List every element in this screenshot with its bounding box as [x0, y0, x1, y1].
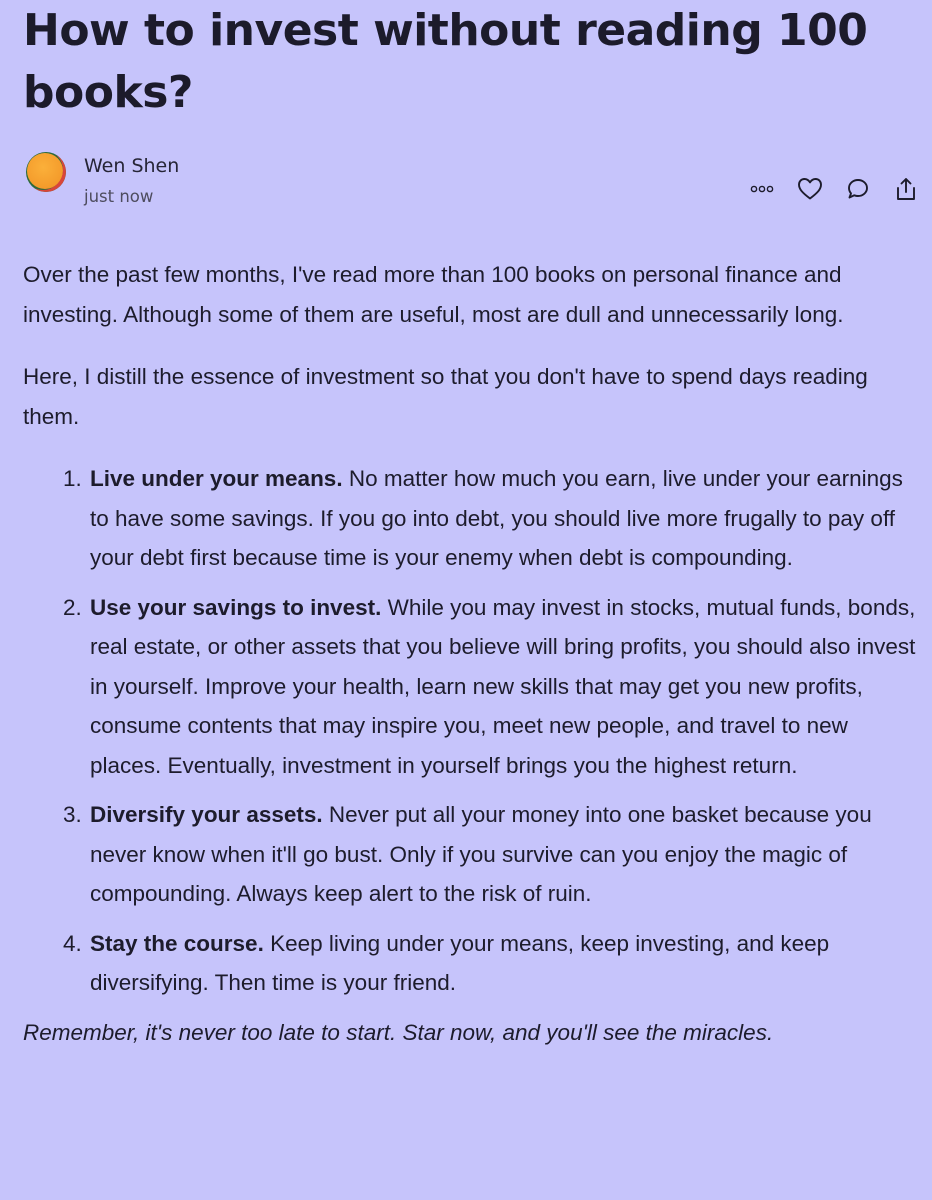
list-item-heading: Use your savings to invest.: [90, 594, 388, 620]
avatar-rim: [26, 152, 66, 192]
closing-remark: Remember, it's never too late to start. Star now, and you'll see the miracles.: [23, 1019, 774, 1045]
list-item-text: Never put all your money into one basket because you never know when it'll go bust. Only if you survive can you enjoy the magic of compounding. Always keep alert to the risk of ruin.: [90, 802, 872, 906]
comment-button[interactable]: [843, 174, 873, 204]
investment-points-list: [23, 459, 923, 1003]
heart-icon: [797, 177, 823, 201]
list-item: [23, 459, 923, 578]
list-item-text: While you may invest in stocks, mutual funds, bonds, real estate, or other assets that you believe will bring profits, you should also invest in yourself. Improve your health, learn new skills that may get you new profits, consume contents that may inspire you, meet new people, and travel to new places. Eventually, investment in yourself brings you the highest return.: [90, 594, 916, 778]
intro-paragraph-2: Here, I distill the essence of investment so that you don't have to spend days reading them.: [23, 364, 868, 429]
comment-icon: [846, 177, 870, 201]
list-item-text: No matter how much you earn, live under your earnings to have some savings. If you go into debt, you should live more frugally to pay off your debt first because time is your enemy when debt is compounding.: [90, 466, 903, 570]
article-title: How to invest without reading 100 books?: [23, 5, 868, 118]
intro-paragraph-1: Over the past few months, I've read more than 100 books on personal finance and investing. Although some of them are useful, most are dull and unnecessarily long.: [23, 262, 844, 327]
list-item-number: 3.: [63, 802, 82, 827]
byline: [23, 150, 913, 210]
article-body: [23, 255, 923, 1075]
share-icon: [894, 176, 918, 202]
list-item-number: 4.: [63, 930, 82, 956]
ellipsis-icon: [750, 184, 774, 194]
list-item-heading: Stay the course.: [90, 930, 271, 956]
list-item-number: 1.: [63, 466, 82, 491]
more-options-button[interactable]: [747, 174, 777, 204]
share-button[interactable]: [891, 174, 921, 204]
list-item: [23, 588, 923, 786]
list-item-heading: Live under your means.: [90, 466, 349, 491]
like-button[interactable]: [795, 174, 825, 204]
list-item: [23, 795, 923, 914]
author-avatar[interactable]: [26, 152, 66, 192]
list-item: [23, 924, 923, 1003]
author-name[interactable]: Wen Shen: [84, 155, 180, 177]
list-item-number: 2.: [63, 594, 82, 620]
list-item-text: Keep living under your means, keep investing, and keep diversifying. Then time is your friend.: [90, 930, 830, 995]
list-item-heading: Diversify your assets.: [90, 802, 329, 827]
post-timestamp: just now: [84, 187, 154, 206]
